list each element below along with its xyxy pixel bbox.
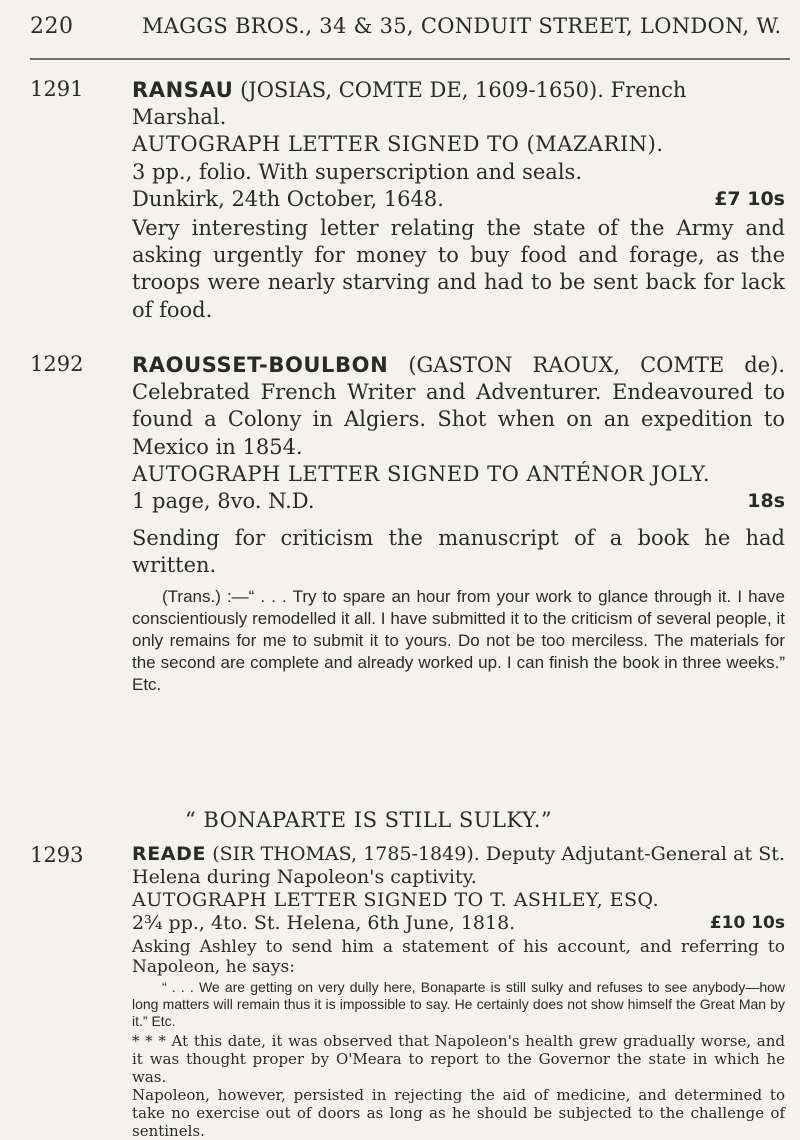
sub-heading: “ BONAPARTE IS STILL SULKY.” <box>185 808 553 832</box>
entry-quote: “ . . . We are getting on very dully here, Bonaparte is still sulky and refuses to see anybody—how long matters will remain thus it is impossible to say. He certainly does not show himself the Great Man by it.” Etc. <box>132 979 785 1029</box>
lot-number: 1293 <box>30 843 84 867</box>
header-rule <box>30 58 790 60</box>
entry-note: Napoleon, however, persisted in rejecting the aid of medicine, and determined to take no exercise out of doors as long as he should be subjected to the challenge of sentinels. <box>132 1086 785 1140</box>
page-header <box>30 12 790 52</box>
entry-format: 1 page, 8vo. N.D. <box>132 489 315 514</box>
price-line <box>132 488 785 515</box>
entry-heading <box>132 843 785 889</box>
entry-heading <box>132 77 785 131</box>
lot-number: 1292 <box>30 352 84 376</box>
entry-title: AUTOGRAPH LETTER SIGNED TO T. ASHLEY, ESQ. <box>132 889 660 911</box>
entry-quote: (Trans.) :—“ . . . Try to spare an hour from your work to glance through it. I have conscientiously remodelled it all. I have submitted it to the criticism of several people, it only remains for me to submit it to yours. Do not be too merciless. The materials for the second are complete and already worked up. I can finish the book in three weeks.” Etc. <box>132 586 785 694</box>
lot-number: 1291 <box>30 77 84 101</box>
entry-name: READE <box>132 843 207 865</box>
running-head: MAGGS BROS., 34 & 35, CONDUIT STREET, LONDON, W. <box>142 14 782 38</box>
entry-intro: (JOSIAS, COMTE DE, 1609-1650). French Marshal. <box>132 78 687 130</box>
page-number: 220 <box>30 14 74 39</box>
entry-body <box>132 77 785 324</box>
entry-1293 <box>30 843 785 1140</box>
entry-description: Sending for criticism the manuscript of a book he had written. <box>132 526 785 578</box>
entry-body <box>132 352 785 696</box>
entry-name: RAOUSSET-BOULBON <box>132 353 389 377</box>
entry-description: Very interesting letter relating the state of the Army and asking urgently for money to buy food and forage, as the troops were nearly starving and had to be sent back for lack of food. <box>132 216 785 322</box>
price: 18s <box>747 490 785 513</box>
entry-note: * * * At this date, it was observed that Napoleon's health grew gradually worse, and it was thought proper by O'Meara to report to the Governor the state in which he was. <box>132 1032 785 1086</box>
entry-title: AUTOGRAPH LETTER SIGNED TO ANTÉNOR JOLY. <box>132 461 711 486</box>
price-line <box>132 186 785 213</box>
price: £7 10s <box>714 187 785 210</box>
entry-heading <box>132 352 785 461</box>
entry-intro: (SIR THOMAS, 1785-1849). Deputy Adjutant-General at St. Helena during Napoleon's captivity. <box>132 843 785 888</box>
entry-1291 <box>30 77 785 324</box>
entry-format: 2¾ pp., 4to. St. Helena, 6th June, 1818. <box>132 912 516 934</box>
price-line <box>132 912 785 935</box>
entry-place-date: Dunkirk, 24th October, 1648. <box>132 186 444 211</box>
price: £10 10s <box>709 913 785 933</box>
entry-body <box>132 843 785 1140</box>
entry-1292 <box>30 352 785 696</box>
entry-intro: (GASTON RAOUX, COMTE de). Celebrated French Writer and Adventurer. Endeavoured to found a Colony in Algiers. Shot when on an expedition to Mexico in 1854. <box>132 353 785 459</box>
entry-name: RANSAU <box>132 78 234 102</box>
entry-title: AUTOGRAPH LETTER SIGNED TO (MAZARIN). <box>132 132 664 157</box>
entry-description: Asking Ashley to send him a statement of his account, and referring to Napoleon, he says: <box>132 937 785 977</box>
entry-format: 3 pp., folio. With superscription and seals. <box>132 159 582 184</box>
